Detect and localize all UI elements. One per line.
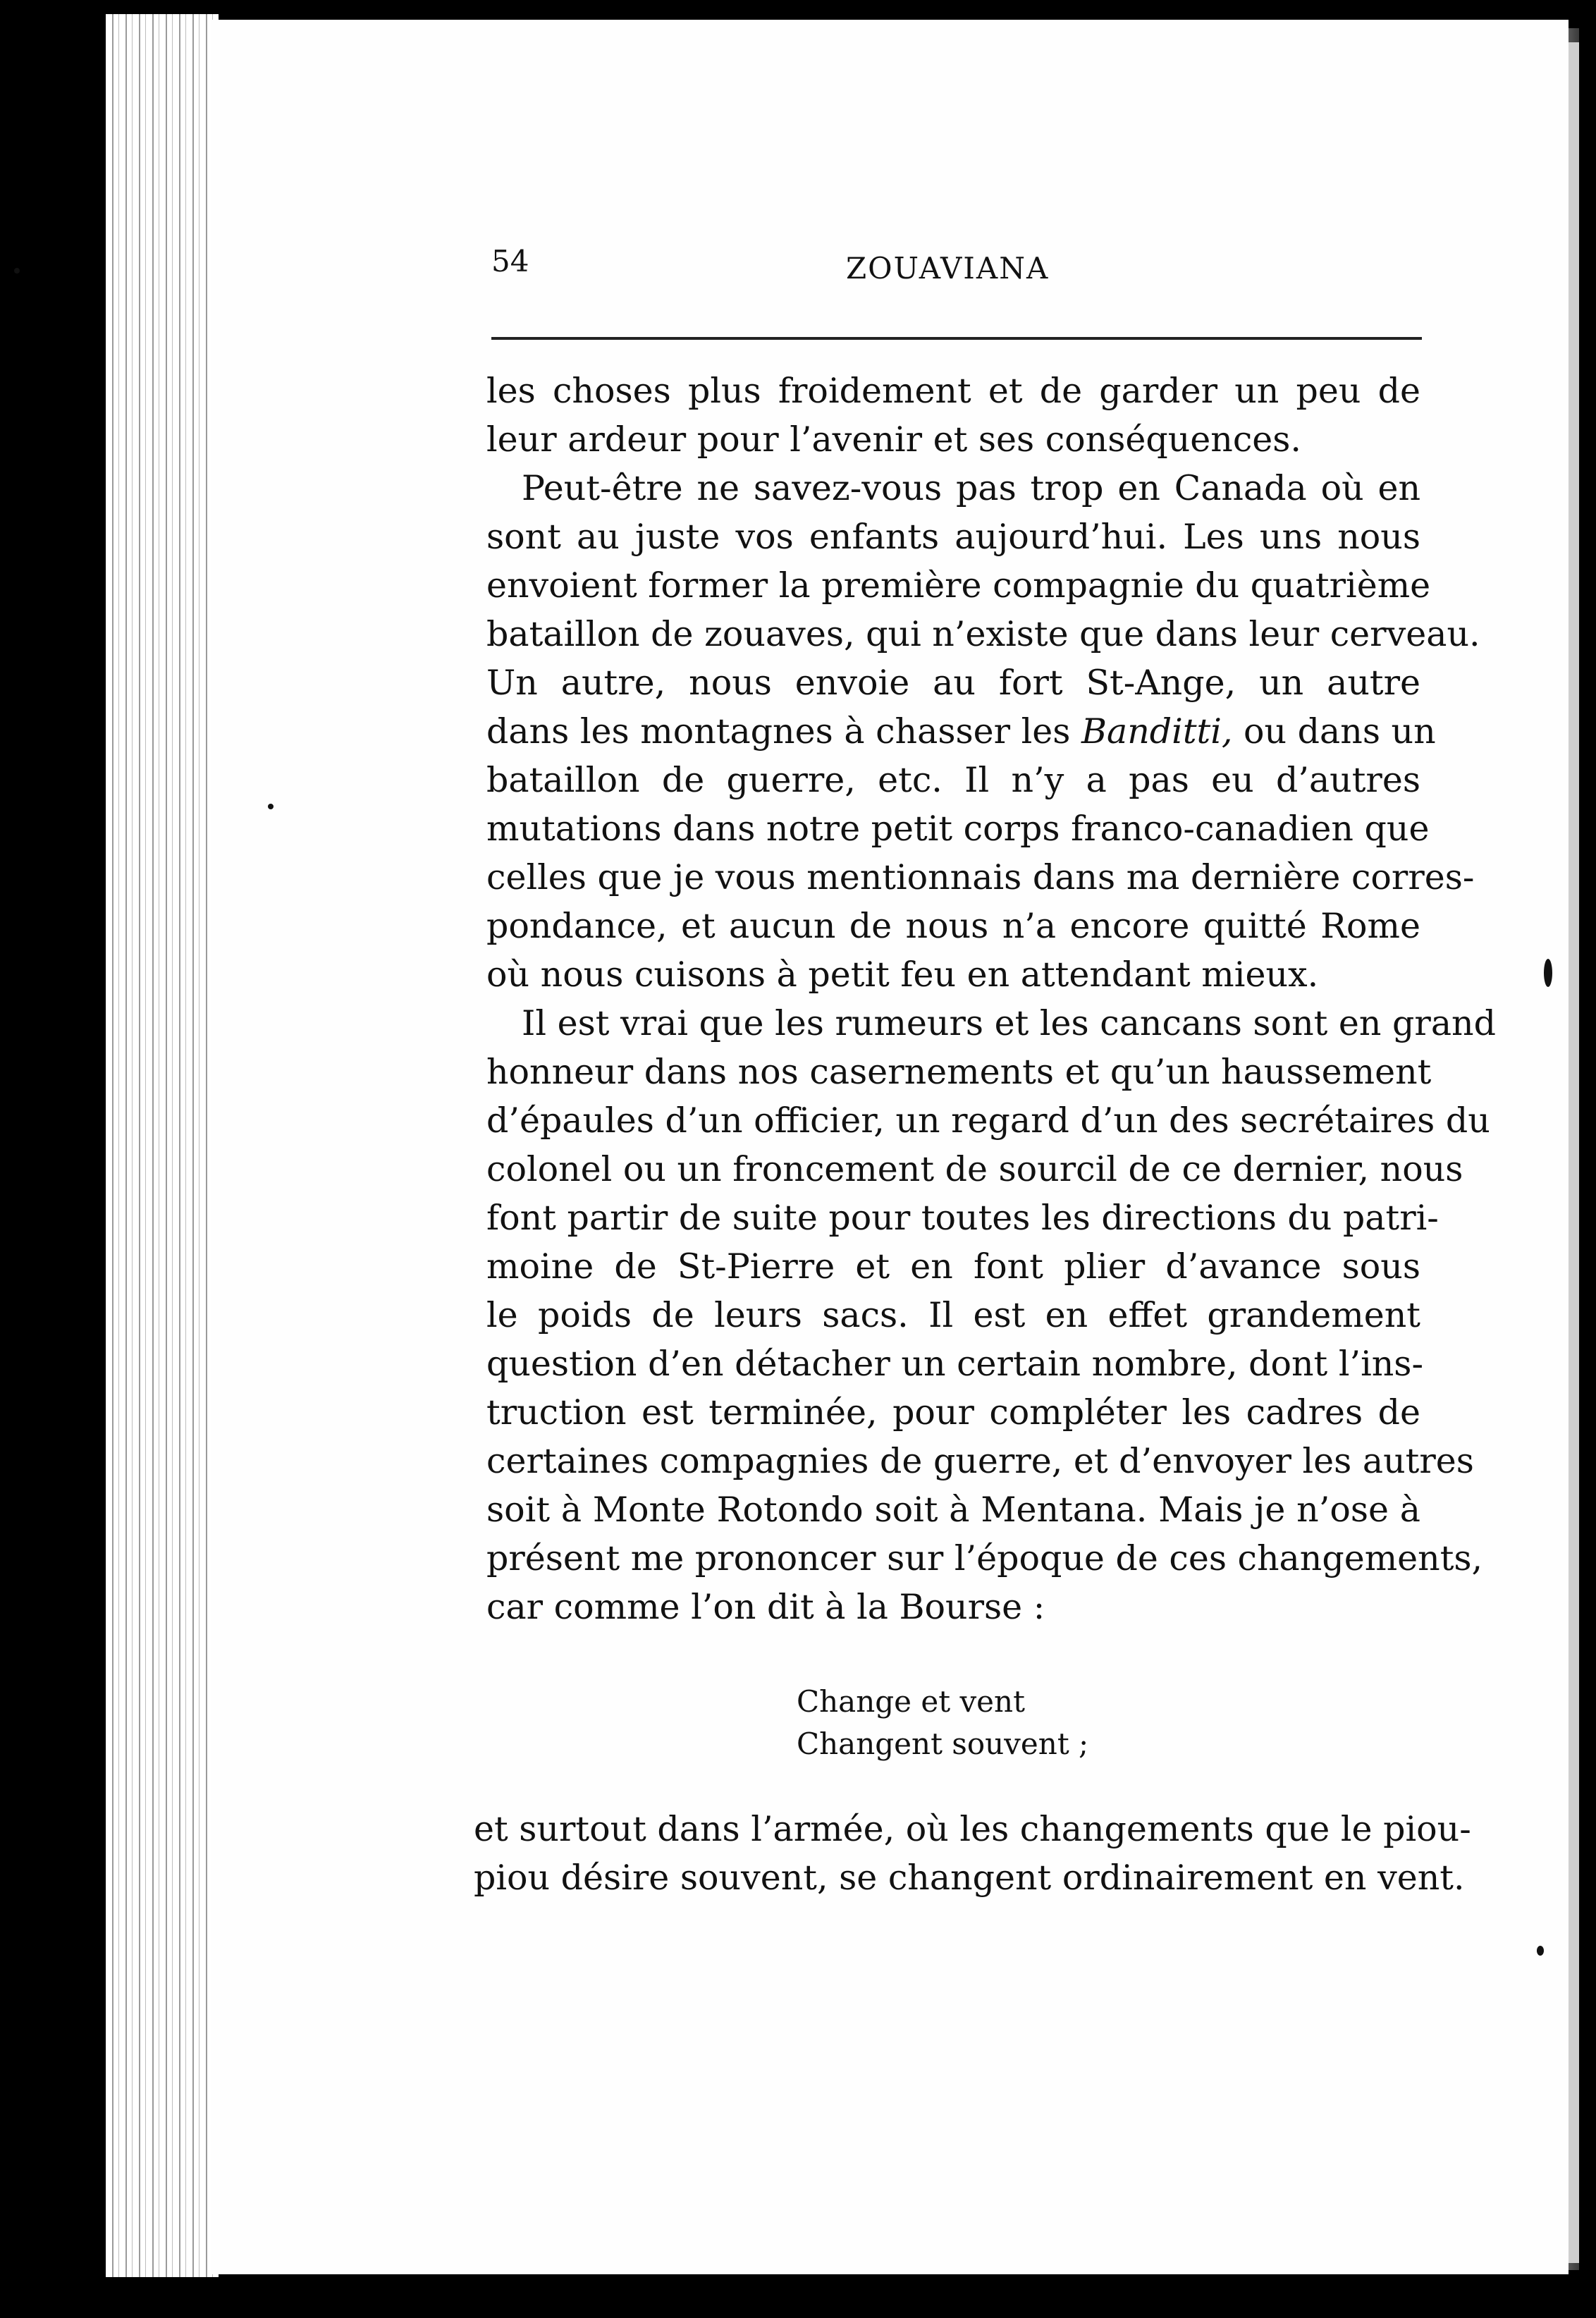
stacked-page-edges: [106, 14, 219, 2277]
text-line-with-italic: [486, 707, 1436, 756]
text-line: question d’en détacher un certain nombre, dont l’ins-: [486, 1344, 1424, 1384]
text-line: sont au juste vos enfants aujourd’hui. Les uns nous: [486, 517, 1420, 557]
text-line: leur ardeur pour l’avenir et ses conséquences.: [486, 419, 1301, 460]
text-line: mutations dans notre petit corps franco-canadien que: [486, 809, 1430, 849]
scan-speck: [268, 804, 274, 809]
text-line: et surtout dans l’armée, où les changements que le piou-: [474, 1809, 1471, 1849]
scan-speck: [14, 268, 20, 274]
text-line: certaines compagnies de guerre, et d’envoyer les autres: [486, 1441, 1474, 1481]
text-line: bataillon de zouaves, qui n’existe que dans leur cerveau.: [486, 614, 1480, 654]
text-line: Un autre, nous envoie au fort St-Ange, un autre: [486, 663, 1420, 703]
running-title: ZOUAVIANA: [846, 251, 1050, 286]
text-line: font partir de suite pour toutes les directions du patri-: [486, 1198, 1439, 1238]
main-text-block: [486, 367, 1496, 1631]
italic-word: Banditti,: [1081, 711, 1233, 752]
verse-line: Changent souvent ;: [797, 1727, 1089, 1761]
text-line: truction est terminée, pour compléter les cadres de: [486, 1392, 1420, 1433]
scan-speck: [1537, 1946, 1544, 1956]
header-rule: [491, 337, 1422, 340]
verse-line: Change et vent: [797, 1684, 1025, 1719]
text-line: celles que je vous mentionnais dans ma dernière corres-: [486, 857, 1475, 897]
text-fragment: dans les montagnes à chasser les: [486, 711, 1082, 752]
verse-quote: [797, 1681, 1088, 1765]
text-line: colonel ou un froncement de sourcil de ce dernier, nous: [486, 1149, 1463, 1189]
text-line: moine de St-Pierre et en font plier d’avance sous: [486, 1246, 1420, 1287]
text-line: présent me prononcer sur l’époque de ces changements,: [486, 1538, 1483, 1578]
text-fragment: ou dans un: [1232, 711, 1436, 752]
page-number: 54: [491, 244, 529, 278]
text-line: Il est vrai que les rumeurs et les cancans sont en grand: [522, 1003, 1496, 1043]
text-line: bataillon de guerre, etc. Il n’y a pas eu d’autres: [486, 760, 1420, 800]
closing-text-block: [474, 1805, 1471, 1902]
scan-speck: [1544, 959, 1552, 987]
text-line: honneur dans nos casernements et qu’un haussement: [486, 1052, 1432, 1092]
text-line: Peut-être ne savez-vous pas trop en Canada où en: [522, 468, 1420, 508]
text-line: les choses plus froidement et de garder un peu de: [486, 371, 1420, 411]
text-line: où nous cuisons à petit feu en attendant mieux.: [486, 955, 1319, 995]
text-line: car comme l’on dit à la Bourse :: [486, 1587, 1045, 1627]
text-line: soit à Monte Rotondo soit à Mentana. Mais je n’ose à: [486, 1490, 1420, 1530]
text-line: le poids de leurs sacs. Il est en effet grandement: [486, 1295, 1420, 1335]
text-line: piou désire souvent, se changent ordinairement en vent.: [474, 1858, 1465, 1898]
text-line: pondance, et aucun de nous n’a encore quitté Rome: [486, 906, 1420, 946]
text-line: d’épaules d’un officier, un regard d’un des secrétaires du: [486, 1100, 1490, 1141]
text-line: envoient former la première compagnie du quatrième: [486, 565, 1431, 606]
